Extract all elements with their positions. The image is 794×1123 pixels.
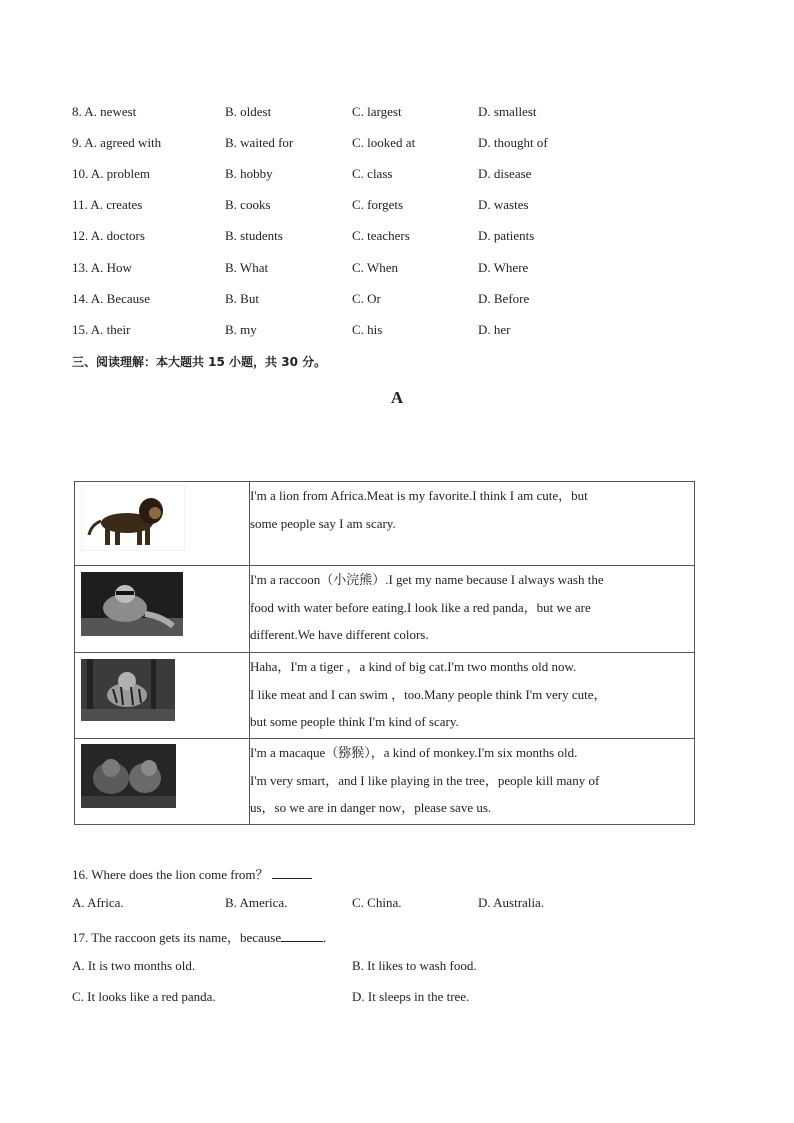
passage-title: A <box>390 388 404 407</box>
option-d: D. disease <box>478 166 532 181</box>
option-d: D. patients <box>478 228 535 243</box>
option-a: 11. A. creates <box>72 197 143 212</box>
option-a: 9. A. agreed with <box>72 135 162 150</box>
option-b: B. But <box>225 291 259 306</box>
option-row-15 <box>72 322 632 340</box>
text-line: but some people think I'm kind of scary. <box>250 714 459 729</box>
option-c: C. teachers <box>352 228 410 243</box>
option-d: D. smallest <box>478 104 537 119</box>
option-c: C. his <box>352 322 383 337</box>
option-row-12 <box>72 228 632 246</box>
option-d: D. thought of <box>478 135 548 150</box>
option-b: B. cooks <box>225 197 271 212</box>
text-line: I'm a lion from Africa.Meat is my favorite.I think I am cute，but <box>250 488 588 503</box>
option-a: 13. A. How <box>72 260 132 275</box>
q16-option-c: C. China. <box>352 895 402 910</box>
option-row-11 <box>72 197 632 215</box>
option-d: D. Before <box>478 291 530 306</box>
description-cell <box>250 653 695 739</box>
option-a: 10. A. problem <box>72 166 150 181</box>
option-b: B. What <box>225 260 269 275</box>
table-row <box>75 653 695 739</box>
option-c: C. When <box>352 260 398 275</box>
q17-option-d: D. It sleeps in the tree. <box>352 989 470 1004</box>
text-line: I'm a macaque（猕猴），a kind of monkey.I'm six months old. <box>250 745 578 760</box>
option-a: 8. A. newest <box>72 104 137 119</box>
q17-option-a: A. It is two months old. <box>72 958 196 973</box>
option-b: B. my <box>225 322 257 337</box>
macaque-photo <box>81 744 176 808</box>
text-line: I'm very smart，and I like playing in the tree，people kill many of <box>250 772 600 788</box>
animal-table <box>74 481 695 825</box>
option-a: 14. A. Because <box>72 291 150 306</box>
option-row-10 <box>72 166 632 184</box>
answer-blank[interactable] <box>281 929 323 942</box>
option-row-9 <box>72 135 632 153</box>
lion-photo <box>81 485 185 551</box>
option-c: C. class <box>352 166 393 181</box>
option-a: 15. A. their <box>72 322 131 337</box>
image-cell <box>75 653 250 739</box>
section-heading: 三、阅读理解：本大题共 15 小题，共 30 分。 <box>72 355 327 369</box>
option-c: C. looked at <box>352 135 416 150</box>
option-b: B. waited for <box>225 135 294 150</box>
text-line: different.We have different colors. <box>250 627 429 642</box>
option-row-14 <box>72 291 632 309</box>
q16-option-b: B. America. <box>225 895 288 910</box>
question-text: 16. Where does the lion come from？ <box>72 867 269 882</box>
text-line: food with water before eating.I look like a red panda，but we are <box>250 599 591 615</box>
option-b: B. oldest <box>225 104 272 119</box>
image-cell <box>75 482 250 566</box>
image-cell <box>75 739 250 825</box>
image-cell <box>75 566 250 653</box>
description-cell <box>250 482 695 566</box>
option-row-13 <box>72 260 632 278</box>
option-c: C. largest <box>352 104 402 119</box>
option-d: D. wastes <box>478 197 529 212</box>
option-c: C. Or <box>352 291 381 306</box>
q16-option-d: D. Australia. <box>478 895 545 910</box>
question-text: 17. The raccoon gets its name，because <box>72 930 282 945</box>
q17-option-b: B. It likes to wash food. <box>352 958 477 973</box>
description-cell <box>250 739 695 825</box>
option-b: B. students <box>225 228 283 243</box>
table-row <box>75 482 695 566</box>
table-row <box>75 739 695 825</box>
option-d: D. Where <box>478 260 529 275</box>
option-d: D. her <box>478 322 511 337</box>
question-end: . <box>323 930 327 945</box>
tiger-photo <box>81 659 175 721</box>
question-17 <box>72 927 326 946</box>
raccoon-photo <box>81 572 183 636</box>
table-row <box>75 566 695 653</box>
option-c: C. forgets <box>352 197 404 212</box>
text-line: I'm a raccoon（小浣熊）.I get my name because I always wash the <box>250 572 604 587</box>
option-a: 12. A. doctors <box>72 228 145 243</box>
text-line: I like meat and I can swim ，too.Many people think I'm very cute， <box>250 686 607 702</box>
answer-blank[interactable] <box>272 866 312 879</box>
q16-option-a: A. Africa. <box>72 895 124 910</box>
text-line: Haha，I'm a tiger ，a kind of big cat.I'm two months old now. <box>250 659 577 674</box>
text-line: us，so we are in danger now，please save us. <box>250 800 492 815</box>
description-cell <box>250 566 695 653</box>
option-b: B. hobby <box>225 166 273 181</box>
option-row-8 <box>72 104 632 122</box>
question-16 <box>72 864 312 883</box>
q17-option-c: C. It looks like a red panda. <box>72 989 216 1004</box>
text-line: some people say I am scary. <box>250 515 396 531</box>
